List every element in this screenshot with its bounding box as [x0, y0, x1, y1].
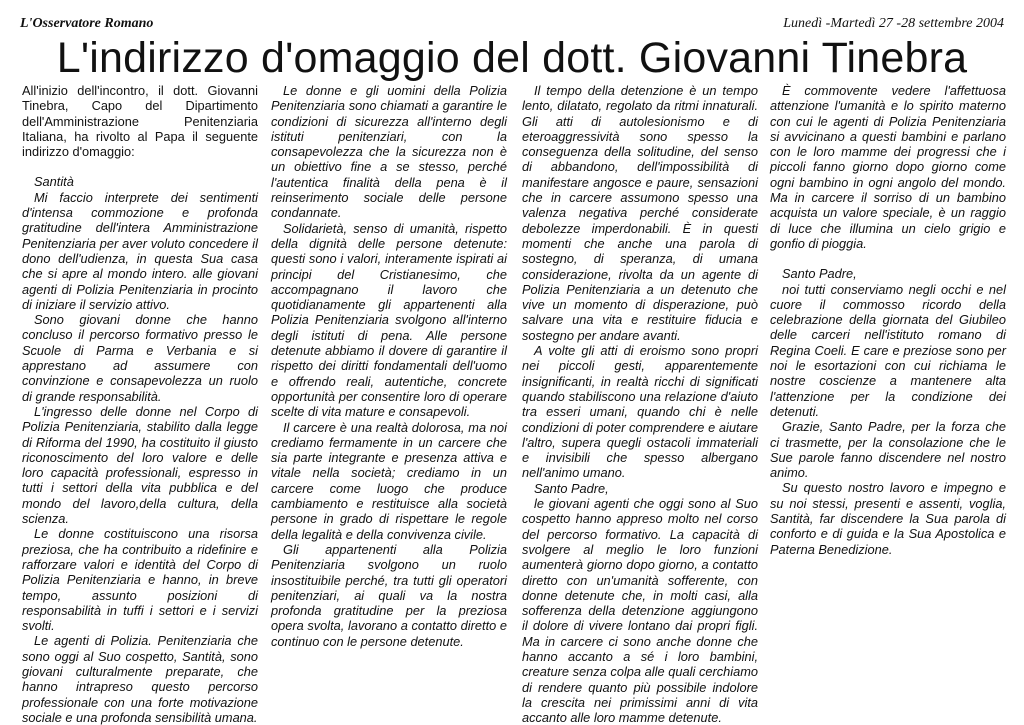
masthead [20, 16, 1004, 34]
article-paragraph: Il carcere è una realtà dolorosa, ma noi crediamo fermamente in un carcere che sia parte integrante e presenza attiva e vitale nella società; crediamo in un carcere come luogo che produce cambiamento e restituisce alla società persone in grado di rispettare le regole della legalità e della convivenza civile. [271, 419, 507, 542]
article-column-1 [22, 83, 258, 725]
article-paragraph: A volte gli atti di eroismo sono propri nei piccoli gesti, apparentemente insignificanti, in realtà ricchi di significati quando stabiliscono una relazione d'aiuto tra esseri umani, quando chi è nelle condizioni di poter comprendere e aiutare l'altro, supera quegli ostacoli immateriali e invisibili che spesso albergano nell'animo umano. [522, 343, 758, 481]
article-paragraph: Solidarietà, senso di umanità, rispetto della dignità delle persone detenute: questi sono i valori, interamente ispirati ai principi del Cristianesimo, che accompagnano il lavoro che quotidianamente gli appartenenti alla Polizia Penitenziaria svolgono all'interno degli istituti di pena. Alle persone detenute abbiamo il dovere di garantire il rispetto dei diritti fondamentali dell'uomo e offrendo reali, autentiche, concrete opportunità per consentire loro di operare scelte di vita mature e consapevoli. [271, 220, 507, 420]
intro-paragraph: All'inizio dell'incontro, il dott. Giovanni Tinebra, Capo del Dipartimento dell'Amministrazione Penitenziaria Italiana, ha rivolto al Papa il seguente indirizzo d'omaggio: [22, 83, 258, 160]
salutation: Santo Padre, [534, 480, 609, 496]
article-paragraph: È commovente vedere l'affettuosa attenzione l'umanità e lo spirito materno con cui le agenti di Polizia Penitenziaria si avvicinano a questi bambini e parlano con le loro mamme dei progressi che i piccoli fanno giorno dopo giorno come ogni bambino in ogni angolo del mondo. Ma in carcere il sorriso di un bambino acquista un valore speciale, è un raggio di luce che illumina un cielo grigio e gonfio di pioggia. [770, 83, 1006, 251]
article-column-2 [271, 83, 507, 715]
article-paragraph: Sono giovani donne che hanno concluso il percorso formativo presso le Scuole di Parma e Verbania e si apprestano ad assumere con convinzione e consapevolezza un ruolo di grande responsabilità. [22, 312, 258, 404]
salutation: Santità [34, 174, 74, 190]
article-column-3 [522, 83, 758, 725]
article-paragraph: Gli appartenenti alla Polizia Penitenziaria svolgono un ruolo insostituibile perché, tra tutti gli operatori penitenziari, ai quali va la nostra profonda gratitudine per la preziosa opera svolta, lavorano a contatto diretto e continuo con le persone detenute. [271, 541, 507, 649]
article-paragraph: Grazie, Santo Padre, per la forza che ci trasmette, per la consolazione che le Sue parole fanno discendere nel nostro animo. [770, 419, 1006, 481]
article-paragraph: Il tempo della detenzione è un tempo lento, dilatato, regolato da ritmi innaturali. Gli atti di autolesionismo e di eteroaggressività sono spesso la conseguenza della solitudine, del senso di abbandono, dell'impossibilità di manifestare angosce e paure, sensazioni che in carcere assumono spesso una valenza negativa perché considerate debolezze imperdonabili. È in questi momenti che anche una parola di sostegno, di speranza, di umana considerazione, rivolta da un agente di Polizia Penitenziaria a un detenuto che vive un momento di disperazione, può salvare una vita e restituire fiducia e sostegno per andare avanti. [522, 83, 758, 343]
article-paragraph: Le donne costituiscono una risorsa preziosa, che ha contribuito a ridefinire e rafforzare valori e identità del Corpo di Polizia Penitenziaria e hanno, in breve tempo, assunto posizioni di responsabilità in tuffi i settori e i servizi svolti. [22, 526, 258, 634]
article-paragraph: noi tutti conserviamo negli occhi e nel cuore il commosso ricordo della celebrazione della giornata del Giubileo delle carceri nell'istituto romano di Regina Coeli. E care e preziose sono per noi le esortazioni con cui richiama le nostre coscienze a mantenere alta l'attenzione per la condizione dei detenuti. [770, 281, 1006, 419]
article-paragraph: Mi faccio interprete dei sentimenti d'intensa commozione e profonda gratitudine dell'intera Amministrazione Penitenziaria per aver voluto concedere il dono dell'udienza, in questa Sua casa che si apre al mondo intero. alle giovani agenti di Polizia Penitenziaria in procinto di iniziare il servizio attivo. [22, 189, 258, 312]
salutation: Santo Padre, [782, 266, 857, 282]
publication-name: L'Osservatore Romano [20, 16, 154, 31]
article-paragraph: Su questo nostro lavoro e impegno e su noi stessi, presenti e assenti, voglia, Santità, far discendere la Sua parola di conforto e di guida e la Sua Apostolica e Paterna Benedizione. [770, 480, 1006, 557]
article-column-4 [770, 83, 1006, 715]
issue-date: Lunedì -Martedì 27 -28 settembre 2004 [783, 16, 1004, 31]
article-paragraph: Le donne e gli uomini della Polizia Penitenziaria sono chiamati a garantire le condizioni di sicurezza all'interno degli istituti penitenziari, con la consapevolezza che la sicurezza non è un obiettivo fine a se stesso, perché l'autentica finalità della pena è il reinserimento sociale delle persone condannate. [271, 83, 507, 221]
article-headline: L'indirizzo d'omaggio del dott. Giovanni Tinebra [56, 34, 968, 82]
article-paragraph: le giovani agenti che oggi sono al Suo cospetto hanno appreso molto nel corso del percorso formativo. La capacità di svolgere al meglio le loro funzioni aumenterà giorno dopo giorno, a contatto diretto con un'umanità sofferente, con donne detenute che, in molti casi, alla sofferenza della detenzione aggiungono il dolore di vivere lontano dai propri figli. Ma in carcere ci sono anche donne che hanno accanto a sé i loro bambini, creature senza colpa alle quali cerchiamo di rendere quanto più possibile indolore la crescita nei primissimi anni di vita accanto alle loro mamme detenute. [522, 496, 758, 725]
article-paragraph: Le agenti di Polizia. Penitenziaria che sono oggi al Suo cospetto, Santità, sono giovani culturalmente preparate, che hanno intrapreso questo percorso professionale con una forte motivazione sociale e una profonda sensibilità umana. [22, 633, 258, 725]
article-paragraph: L'ingresso delle donne nel Corpo di Polizia Penitenziaria, stabilito dalla legge di Riforma del 1990, ha costituito il giusto riconoscimento del loro valore e delle loro capacità professionali, espresso in tutti i settori della vita pubblica e del mondo del lavoro,della cultura, della scienza. [22, 403, 258, 527]
